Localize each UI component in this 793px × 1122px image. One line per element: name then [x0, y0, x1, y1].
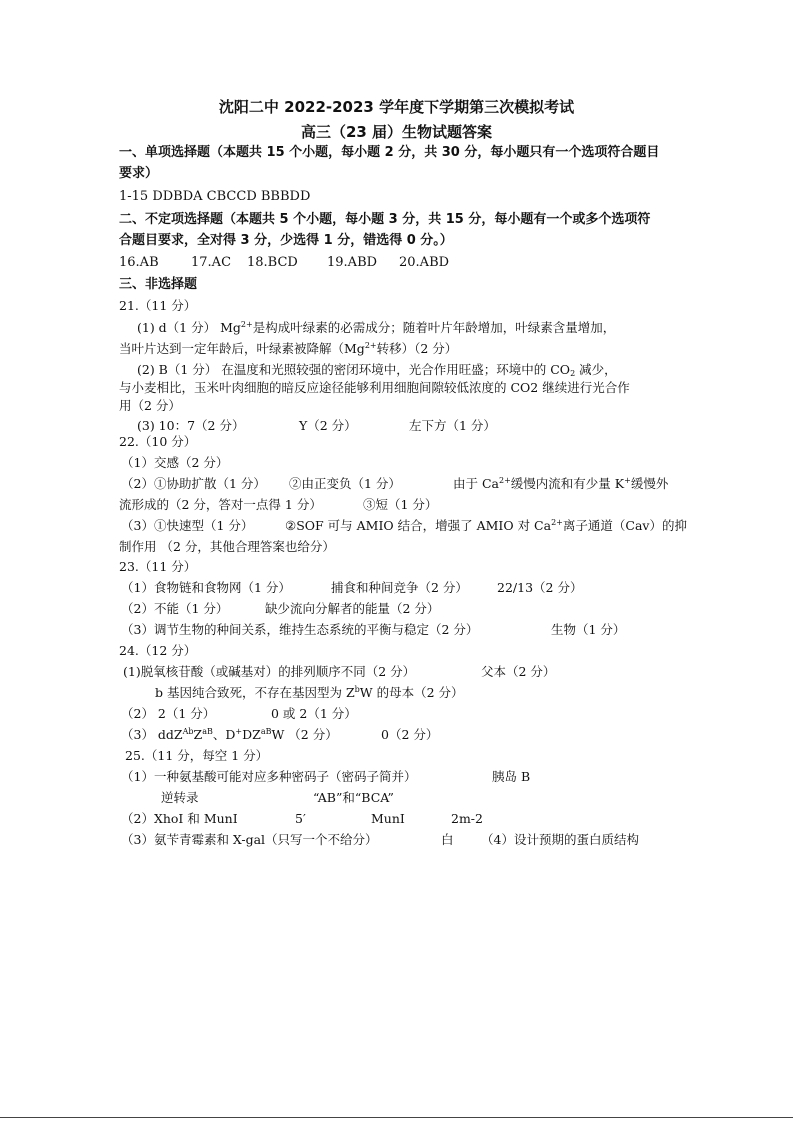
q23-part2-b: 缺少流向分解者的能量（2 分）	[265, 601, 440, 616]
section1-heading-line2: 要求）	[119, 166, 159, 181]
page-title: 沈阳二中 2022-2023 学年度下学期第三次模拟考试	[218, 98, 575, 116]
page-subtitle: 高三（23 届）生物试题答案	[300, 123, 493, 141]
q21-part2-line2: 与小麦相比，玉米叶肉细胞的暗反应途径能够利用细胞间隙较低浓度的 CO2 继续进行光合作	[119, 380, 630, 395]
q25-part3-a: （3）氨苄青霉素和 X-gal（只写一个不给分）	[121, 832, 378, 847]
answer-17: 17.AC	[191, 255, 232, 270]
q25-part2-a: （2）XhoI 和 MunI	[121, 811, 238, 826]
q21-part1-line1: (1) d（1 分） $Mg^{2+}$是构成叶绿素的必需成分；随着叶片年龄增加，叶绿素含量增加，	[137, 320, 616, 335]
answer-19: 19.ABD	[327, 255, 378, 270]
q23-part1-c: 22/13（2 分）	[497, 580, 583, 595]
q25-part1-b: 胰岛 B	[492, 769, 531, 784]
section2-heading-line2: 合题目要求，全对得 3 分，少选得 1 分，错选得 0 分。）	[119, 233, 453, 248]
page-bottom-rule	[0, 1117, 793, 1118]
q22-part2-d: 流形成的（2 分，答对一点得 1 分）	[119, 497, 322, 512]
q25-part2-d: 2m-2	[451, 811, 483, 826]
q24-part2-b: 0 或 2（1 分）	[271, 706, 357, 721]
q21-part2-line1: (2) B（1 分） 在温度和光照较强的密闭环境中，光合作用旺盛；环境中的 $CO_2$ 减少，	[137, 362, 617, 378]
q24-part1-c: b 基因纯合致死，不存在基因型为 $Z^bW$ 的母本（2 分）	[155, 685, 464, 700]
q25-part1-c: 逆转录	[161, 790, 199, 805]
q21-part2-line3: 用（2 分）	[119, 398, 181, 413]
q24-part1-b: 父本（2 分）	[481, 664, 556, 679]
q22-part2-a: （2）①协助扩散（1 分）	[121, 476, 266, 491]
q22-part2-c: 由于 $Ca^{2+}$缓慢内流和有少量 K+缓慢外	[453, 476, 669, 491]
q21-part3-a: (3) 10：7（2 分）	[137, 418, 245, 433]
q22-part1: （1）交感（2 分）	[121, 455, 229, 470]
section1-heading-line1: 一、单项选择题（本题共 15 个小题，每小题 2 分，共 30 分，每小题只有一个选项符合题目	[119, 145, 660, 160]
q24-part1-a: (1)脱氧核苷酸（或碱基对）的排列顺序不同（2 分）	[123, 664, 416, 679]
q21-part3-b: Y（2 分）	[299, 418, 357, 433]
q25-part3-b: 白	[441, 832, 454, 847]
q25-part2-b: 5′	[295, 811, 306, 826]
q23-header: 23.（11 分）	[119, 559, 197, 574]
q23-part3-b: 生物（1 分）	[551, 622, 626, 637]
q24-part2-a: （2） 2（1 分）	[121, 706, 216, 721]
q24-part3-a: （3） $ddZ^{Ab}Z^{aB}$、$D^+DZ^{aB}W$ （2 分）	[121, 727, 338, 742]
q25-part3-c: （4）设计预期的蛋白质结构	[481, 832, 639, 847]
q22-part3-b: ②SOF 可与 AMIO 结合，增强了 AMIO 对 $Ca^{2+}$离子通道（Cav）的抑	[285, 518, 687, 533]
q25-header: 25.（11 分，每空 1 分）	[125, 748, 269, 763]
answer-18: 18.BCD	[247, 255, 298, 270]
answer-16: 16.AB	[119, 255, 159, 270]
q22-header: 22.（10 分）	[119, 434, 197, 449]
q21-part1-line2: 当叶片达到一定年龄后，叶绿素被降解（$Mg^{2+}$转移）（2 分）	[119, 341, 458, 356]
answer-20: 20.ABD	[399, 255, 450, 270]
q22-part2-b: ②由正变负（1 分）	[289, 476, 401, 491]
q22-part2-e: ③短（1 分）	[363, 497, 438, 512]
q23-part3-a: （3）调节生物的种间关系，维持生态系统的平衡与稳定（2 分）	[121, 622, 479, 637]
q25-part1-d: “AB”和“BCA”	[313, 790, 394, 805]
q25-part1-a: （1）一种氨基酸可能对应多种密码子（密码子简并）	[121, 769, 417, 784]
q24-header: 24.（12 分）	[119, 643, 197, 658]
q21-part3-c: 左下方（1 分）	[409, 418, 496, 433]
q25-part2-c: MunI	[371, 811, 405, 826]
section1-answers: 1-15 DDBDA CBCCD BBBDD	[119, 189, 311, 204]
section2-heading-line1: 二、不定项选择题（本题共 5 个小题，每小题 3 分，共 15 分，每小题有一个或多个选项符	[119, 212, 651, 227]
q22-part3-c: 制作用 （2 分，其他合理答案也给分）	[119, 539, 335, 554]
q23-part1-b: 捕食和种间竞争（2 分）	[331, 580, 468, 595]
q24-part3-b: 0（2 分）	[381, 727, 439, 742]
q22-part3-a: （3）①快速型（1 分）	[121, 518, 254, 533]
q23-part1-a: （1）食物链和食物网（1 分）	[121, 580, 291, 595]
section3-heading: 三、非选择题	[119, 277, 198, 292]
q23-part2-a: （2）不能（1 分）	[121, 601, 229, 616]
q21-header: 21.（11 分）	[119, 298, 197, 313]
